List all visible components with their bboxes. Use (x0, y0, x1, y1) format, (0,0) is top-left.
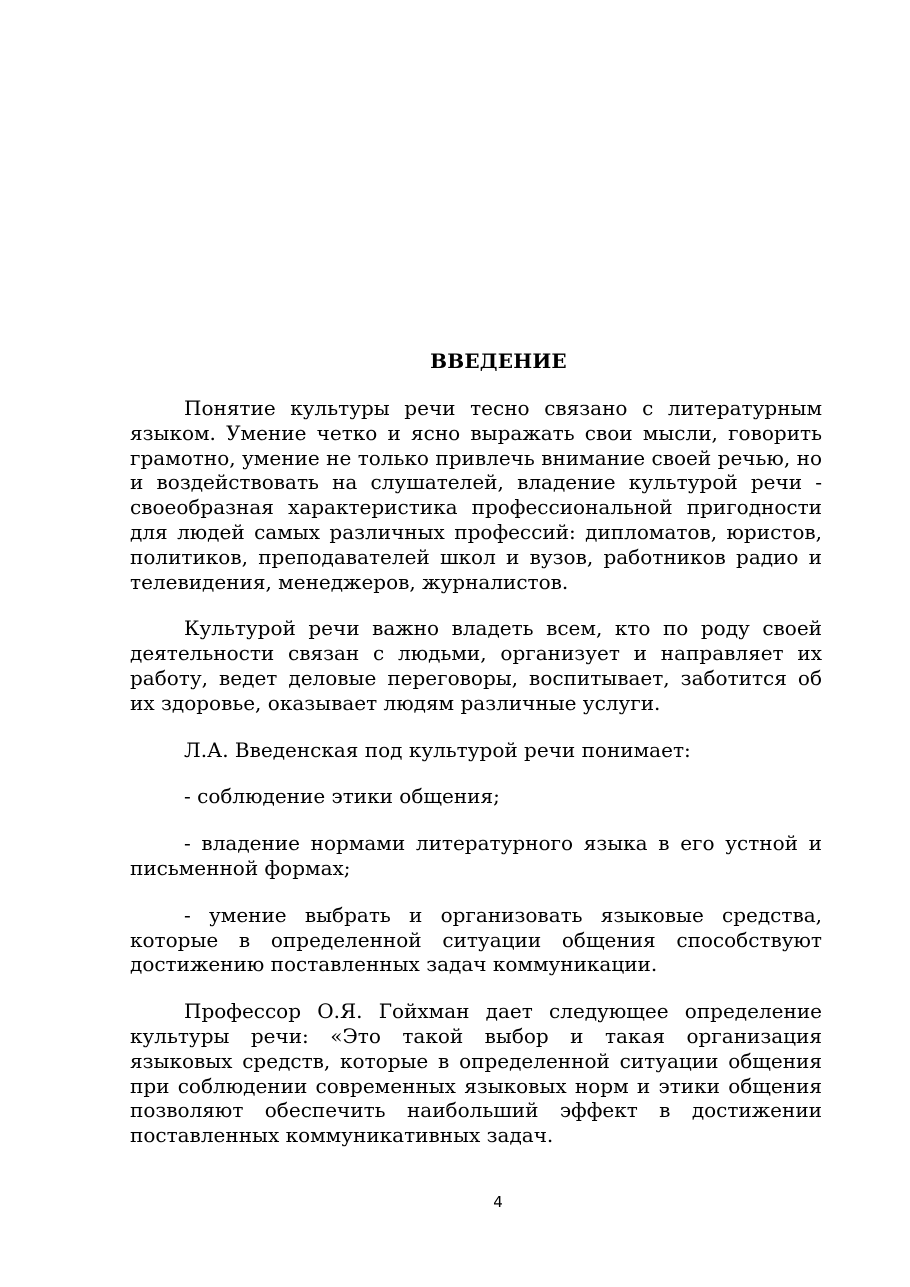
paragraph-vvedenskaya: Л.А. Введенская под культурой речи понимает: (184, 737, 691, 762)
page-number: 4 (493, 1193, 503, 1211)
list-item-ethics: - соблюдение этики общения; (184, 784, 500, 809)
paragraph-intro: Понятие культуры речи тесно связано с литературным языком. Умение четко и ясно выражать свои мысли, говорить грамотно, умение не только привлечь внимание своей речью, но и воздействовать на слушателей, владение культурой речи - своеобразная характеристика профессиональной пригодности для людей самых различных профессий: дипломатов, юристов, политиков, преподавателей школ и вузов, работников радио и телевидения, менеджеров, журналистов. (130, 396, 822, 594)
paragraph-importance: Культурой речи важно владеть всем, кто по роду своей деятельности связан с людьми, организует и направляет их работу, ведет деловые переговоры, воспитывает, заботится об их здоровье, оказывает людям различные услуги. (130, 616, 822, 715)
paragraph-goikhman: Профессор О.Я. Гойхман дает следующее определение культуры речи: «Это такой выбор и такая организация языковых средств, которые в определенной ситуации общения при соблюдении современных языковых норм и этики общения позволяют обеспечить наибольший эффект в достижении поставленных коммуникативных задач. (130, 999, 822, 1148)
list-item-means: - умение выбрать и организовать языковые средства, которые в определенной ситуации общения способствуют достижению поставленных задач коммуникации. (130, 902, 822, 977)
document-page (130, 346, 822, 1170)
list-item-norms: - владение нормами литературного языка в его устной и письменной формах; (130, 831, 822, 880)
section-heading: ВВЕДЕНИЕ (430, 349, 567, 373)
